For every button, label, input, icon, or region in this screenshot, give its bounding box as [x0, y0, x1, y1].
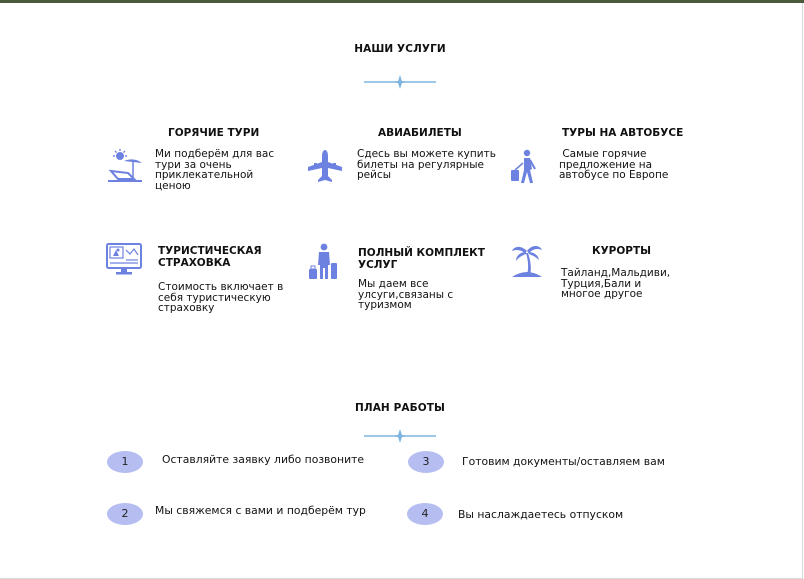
step-text: Оставляйте заявку либо позвоните [162, 453, 365, 466]
service-text: Ми подберём для вас тури за очень приклекательной ценою [155, 148, 275, 192]
beach-chair-icon [108, 149, 144, 183]
traveler-icon [509, 149, 539, 185]
plane-divider-icon [364, 426, 436, 446]
step-text: Мы свяжемся с вами и подберём тур [155, 504, 366, 517]
step-text: Готовим документы/оставляем вам [462, 455, 665, 468]
step-text: Вы наслаждаетесь отпуском [458, 508, 624, 521]
service-title: ТУРИСТИЧЕСКАЯ СТРАХОВКА [158, 245, 262, 269]
service-text: Стоимость включает в себя туристическую страховку [158, 281, 284, 314]
plan-title: ПЛАН РАБОТЫ [355, 402, 445, 414]
luggage-person-icon [308, 243, 338, 281]
airplane-icon [306, 149, 344, 185]
service-title: АВИАБИЛЕТЫ [378, 127, 462, 139]
services-title: НАШИ УСЛУГИ [354, 43, 446, 55]
step-number-badge: 1 [107, 451, 143, 473]
service-title: КУРОРТЫ [592, 245, 652, 257]
service-title: ГОРЯЧИЕ ТУРИ [168, 127, 260, 139]
services-page [0, 3, 803, 579]
monitor-icon [106, 243, 142, 277]
plane-divider-icon [364, 72, 436, 92]
step-number-badge: 4 [407, 503, 443, 525]
service-text: Самые горячие предложение на автобусе по Европе [559, 148, 669, 181]
service-text: Тайланд,Мальдиви, Турция,Бали и многое другое [561, 267, 671, 300]
service-text: Мы даем все улсуги,связаны с туризмом [358, 278, 454, 311]
service-text: Сдесь вы можете купить билеты на регулярные рейсы [357, 148, 496, 181]
step-number-badge: 3 [408, 451, 444, 473]
step-number-badge: 2 [107, 503, 143, 525]
service-title: ПОЛНЫЙ КОМПЛЕКТ УСЛУГ [358, 247, 485, 271]
service-title: ТУРЫ НА АВТОБУСЕ [562, 127, 684, 139]
palm-island-icon [510, 243, 544, 279]
